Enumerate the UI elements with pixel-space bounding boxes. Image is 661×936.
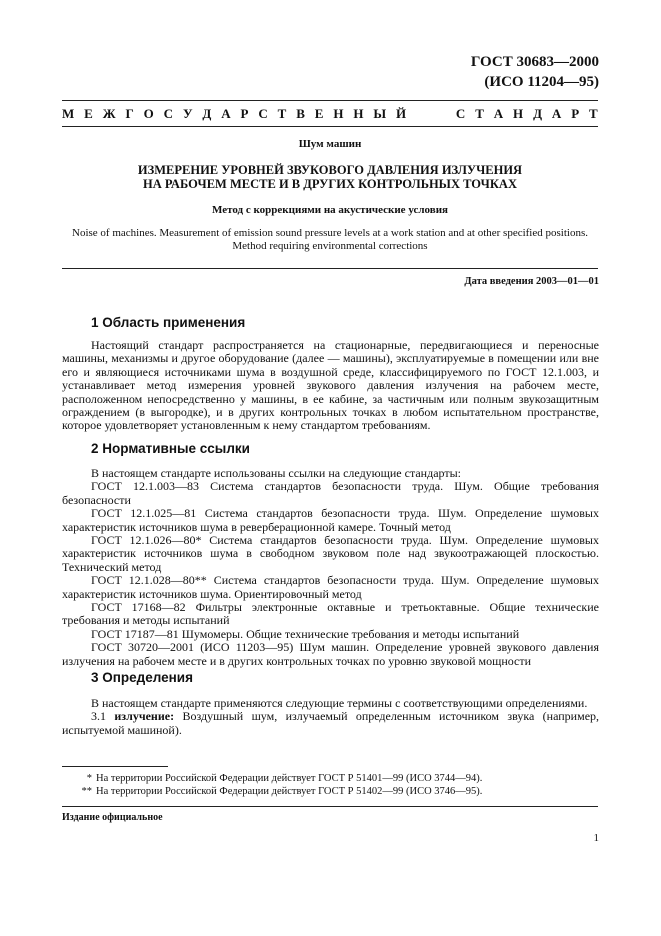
section-3-body [62, 697, 599, 737]
title-main-line: ИЗМЕРЕНИЕ УРОВНЕЙ ЗВУКОВОГО ДАВЛЕНИЯ ИЗЛУЧЕНИЯ [137, 163, 523, 177]
edition-label: Издание официальное [62, 812, 163, 823]
introduction-date: Дата введения 2003—01—01 [464, 276, 599, 287]
standard-code [471, 52, 599, 92]
footnote-text: На территории Российской Федерации действует ГОСТ Р 51401—99 (ИСО 3744—94). [96, 773, 483, 784]
banner-letter: Р [240, 106, 249, 121]
standard-code-iso: (ИСО 11204—95) [484, 74, 599, 90]
section-2-body [62, 467, 599, 668]
edition-rule [62, 806, 598, 807]
section-1-heading: 1 Область применения [91, 315, 246, 330]
banner-letter: У [182, 106, 193, 121]
banner-letter: Ж [102, 106, 116, 121]
banner-rule [62, 126, 598, 127]
banner-letter: Д [202, 106, 212, 121]
banner-letter: А [221, 106, 231, 121]
banner-letter: С [258, 106, 268, 121]
reference-item: ГОСТ 12.1.026—80* Система стандартов безопасности труда. Шум. Определение шумовых характеристик источников шума в свободном звуковом поле над звукоотражающей плоскостью. Технический метод [62, 533, 599, 574]
banner-letter: А [493, 106, 504, 121]
banner-letter: Е [314, 106, 324, 121]
title-english-line: Noise of machines. Measurement of emission sound pressure levels at a work station and at other specified positions. [72, 227, 588, 239]
term-text: Воздушный шум, излучаемый определенным источником звука (например, испытуемой машиной). [62, 709, 600, 737]
top-rule [62, 100, 598, 101]
banner-letter: Р [571, 106, 580, 121]
title-main-line: НА РАБОЧЕМ МЕСТЕ И В ДРУГИХ КОНТРОЛЬНЫХ ТОЧКАХ [143, 177, 517, 191]
banner-letter: О [143, 106, 154, 121]
banner-letter: Д [533, 106, 543, 121]
banner-letter: Й [396, 106, 407, 121]
footnote-rule [62, 766, 168, 767]
banner-letter: В [296, 106, 305, 121]
banner-letter: Е [84, 106, 93, 121]
term-definition [62, 710, 599, 737]
banner-letter: Н [333, 106, 344, 121]
banner-letter: Н [513, 106, 524, 121]
interstate-standard-banner [62, 106, 598, 122]
banner-gap [416, 106, 446, 122]
banner-letter: С [163, 106, 174, 121]
footnote [62, 772, 599, 785]
section-3-heading: 3 Определения [91, 670, 193, 685]
banner-letter: С [455, 106, 466, 121]
banner-letter: М [62, 106, 75, 121]
section-1-body [62, 339, 599, 433]
banner-letter: Г [125, 106, 134, 121]
reference-item: ГОСТ 12.1.025—81 Система стандартов безопасности труда. Шум. Определение шумовых характеристик источников шума в реверберационной камере. Точный метод [62, 506, 599, 534]
footnote-text: На территории Российской Федерации действует ГОСТ Р 51402—99 (ИСО 3746—95). [96, 786, 483, 797]
reference-item: ГОСТ 17168—82 Фильтры электронные октавные и третьоктавные. Общие технические требования и методы испытаний [62, 600, 599, 628]
banner-letter: Т [475, 106, 484, 121]
banner-letter: Т [589, 106, 598, 121]
page-number: 1 [593, 832, 599, 844]
reference-item: ГОСТ 12.1.003—83 Система стандартов безопасности труда. Шум. Общие требования безопасности [62, 479, 599, 507]
footnote-mark: * [86, 773, 92, 784]
paragraph: В настоящем стандарте использованы ссылки на следующие стандарты: [91, 466, 462, 480]
title-english [62, 227, 598, 253]
reference-item: ГОСТ 17187—81 Шумомеры. Общие технические требования и методы испытаний [91, 626, 520, 641]
term-number: 3.1 [91, 709, 106, 724]
paragraph: В настоящем стандарте применяются следующие термины с соответствующими определениями. [91, 696, 588, 710]
banner-letter: Т [277, 106, 287, 121]
banner-letter: Ы [373, 106, 387, 121]
title-topic: Шум машин [298, 138, 362, 150]
reference-item: ГОСТ 30720—2001 (ИСО 11203—95) Шум машин. Определение уровней звукового давления излучения на рабочем месте и в других контрольных точках по уровню звуковой мощности [62, 640, 599, 668]
title-english-line: Method requiring environmental corrections [232, 240, 428, 252]
paragraph: Настоящий стандарт распространяется на стационарные, передвигающиеся и переносные машины, механизмы и другое оборудование (далее — машины), эксплуатируемые в помещении или вне его и являющиеся источниками шума в воздушной среде, классифицируемого по ГОСТ 12.1.003, и устанавливает метод измерения уровней звукового давления излучения на рабочем месте, расположенном непосредственно у машины, в ее кабине, за частичным или полным звукозащитным ограждением (в выгородке), и в других контрольных точках в любом испытательном пространстве, которое удовлетворяет установленным к нему стандартом требованиям. [62, 338, 599, 433]
standard-code-gost: ГОСТ 30683—2000 [470, 54, 599, 70]
footnote [62, 785, 599, 798]
section-2-heading: 2 Нормативные ссылки [91, 441, 250, 456]
banner-letter: Н [353, 106, 364, 121]
banner-letter: А [551, 106, 562, 121]
reference-item: ГОСТ 12.1.028—80** Система стандартов безопасности труда. Шум. Определение шумовых характеристик источников шума. Ориентировочный метод [62, 573, 599, 601]
title-main [62, 163, 598, 191]
footnote-mark: ** [81, 786, 92, 797]
title-method: Метод с коррекциями на акустические условия [211, 204, 448, 216]
term-name: излучение: [114, 709, 175, 724]
title-rule [62, 268, 598, 269]
